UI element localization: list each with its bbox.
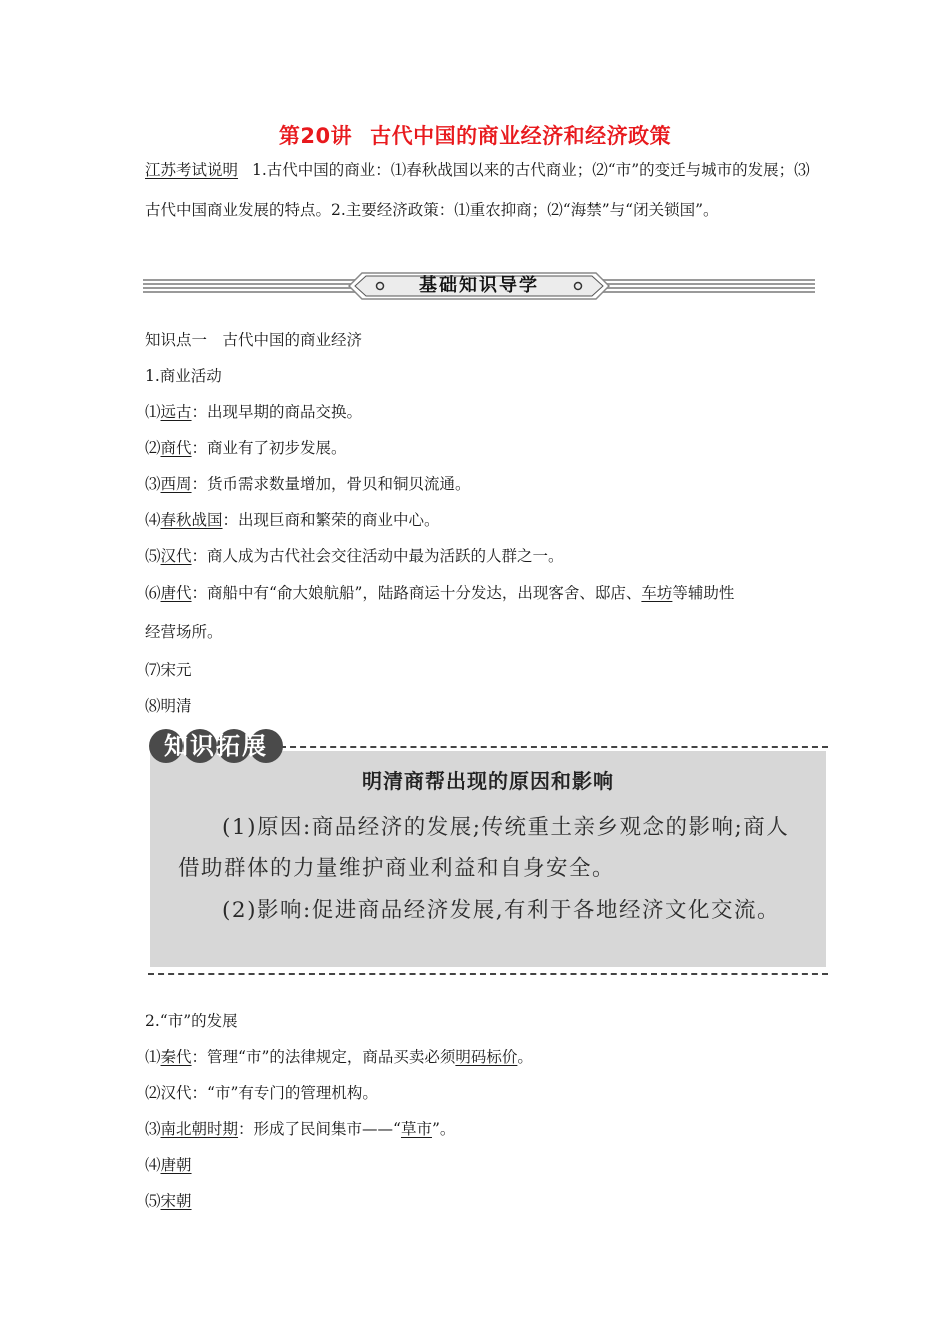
exam-description	[145, 150, 810, 230]
list-item: ⑶西周：货币需求数量增加，骨贝和铜贝流通。	[145, 475, 471, 493]
list-item: ⑴远古：出现早期的商品交换。	[145, 403, 363, 421]
section-commerce	[145, 322, 825, 724]
extension-badge-text: 知识拓展	[164, 732, 268, 760]
list-item: ⑸汉代：商人成为古代社会交往活动中最为活跃的人群之一。	[145, 547, 564, 565]
list-item: ⑷春秋战国：出现巨商和繁荣的商业中心。	[145, 511, 440, 529]
subheading-market: 2.“市”的发展	[145, 1012, 238, 1030]
exam-description-text: 1.古代中国的商业：⑴春秋战国以来的古代商业；⑵“市”的变迁与城市的发展；⑶古代中国商业发展的特点。2.主要经济政策：⑴重农抑商；⑵“海禁”与“闭关锁国”。	[145, 161, 810, 219]
page-title	[0, 120, 950, 150]
extension-title: 明清商帮出现的原因和影响	[362, 769, 614, 793]
list-item: ⑵商代：商业有了初步发展。	[145, 439, 347, 457]
exam-description-label: 江苏考试说明	[145, 161, 239, 179]
section-market	[145, 1003, 825, 1219]
subheading-commerce: 1.商业活动	[145, 367, 222, 385]
list-item: ⑺宋元	[145, 661, 192, 679]
banner-plate	[348, 272, 610, 300]
section-heading: 知识点一 古代中国的商业经济	[145, 331, 363, 349]
knowledge-extension-box	[148, 727, 828, 977]
list-item: ⑴秦代：管理“市”的法律规定，商品买卖必须明码标价。	[145, 1048, 533, 1066]
extension-top-divider	[280, 746, 828, 748]
list-item: ⑻明清	[145, 697, 192, 715]
lecture-number: 第20讲	[278, 124, 353, 148]
banner-stripes-left	[143, 279, 373, 293]
list-item: ⑹唐代：商船中有“俞大娘航船”，陆路商运十分发达，出现客舍、邸店、车坊等辅助性	[145, 584, 735, 602]
list-item: ⑵汉代：“市”有专门的管理机构。	[145, 1084, 378, 1102]
extension-impact: (2)影响:促进商品经济发展,有利于各地经济文化交流。	[222, 898, 781, 923]
extension-reason: (1)原因:商品经济的发展;传统重土亲乡观念的影响;商人借助群体的力量维护商业利益和自身安全。	[178, 815, 790, 881]
extension-badge	[148, 727, 284, 765]
list-item-continuation: 经营场所。	[145, 623, 223, 641]
extension-bottom-divider	[148, 973, 828, 975]
list-item: ⑷唐朝	[145, 1156, 192, 1174]
section-banner	[143, 272, 815, 300]
banner-text: 基础知识导学	[419, 275, 539, 296]
list-item: ⑶南北朝时期：形成了民间集市——“草市”。	[145, 1120, 456, 1138]
banner-stripes-right	[585, 279, 815, 293]
list-item: ⑸宋朝	[145, 1192, 192, 1210]
lecture-topic: 古代中国的商业经济和经济政策	[370, 124, 672, 148]
